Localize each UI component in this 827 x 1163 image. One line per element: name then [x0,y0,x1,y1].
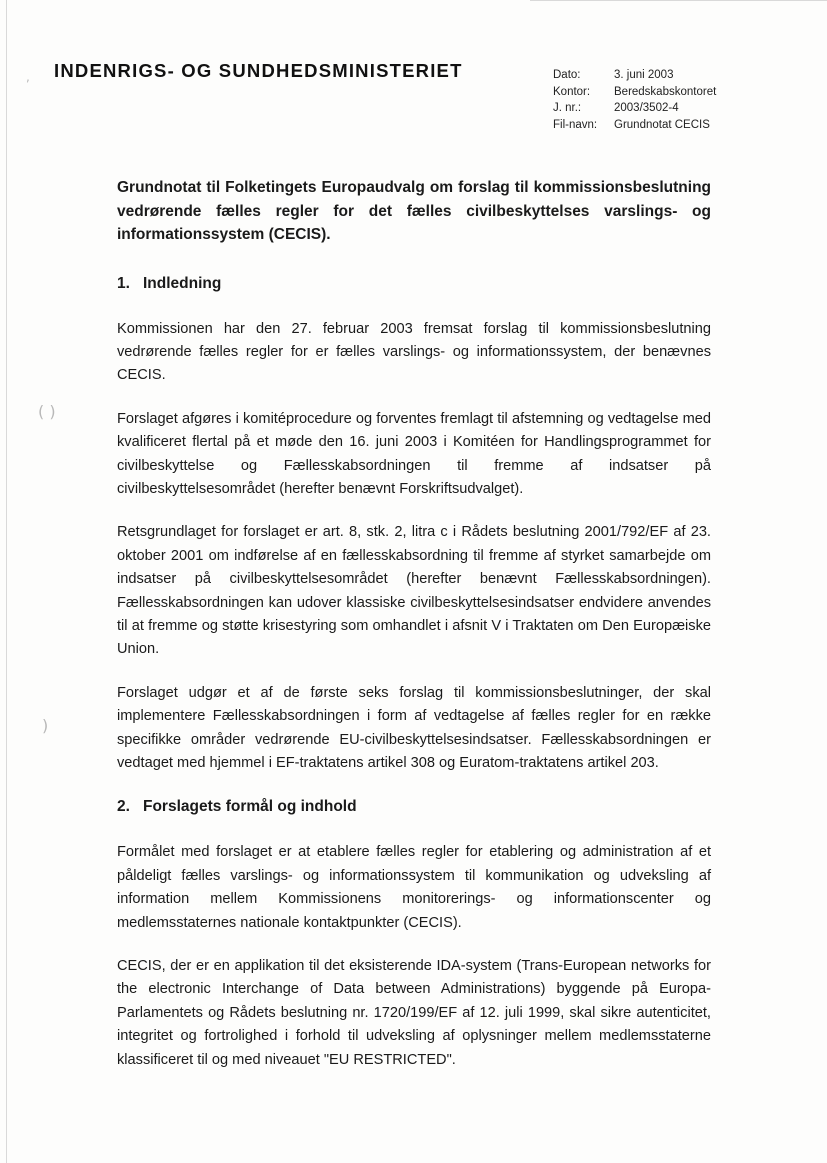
scan-edge-left [6,0,7,1163]
paragraph: Retsgrundlaget for forslaget er art. 8, stk. 2, litra c i Rådets beslutning 2001/792/EF af 23. oktober 2001 om indførelse af en fællesskabsordning til fremme af styrket samarbejde om indsatser på civilbeskyttelsesområdet (herefter benævnt Fællesskabsordningen). Fællesskabsordningen kan udover klassiske civilbeskyttelsesindsatser endvidere anvendes til at fremme og støtte krisestyring som omhandlet i afsnit V i Traktaten om Den Europæiske Union. [117,524,711,658]
meta-row-filename [553,117,716,134]
meta-label: Fil-navn: [553,118,598,131]
section-heading-2 [117,795,711,818]
paragraph: Forslaget afgøres i komitéprocedure og forventes fremlagt til afstemning og vedtagelse med kvalificeret flertal på et møde den 16. juni 2003 i Komitéen for Handlingsprogrammet for civilbeskyttelse og Fællesskabsordningen til fremme af indsatser på civilbeskyttelsesområdet (herefter benævnt Forskriftsudvalget). [117,410,711,497]
document-title: Grundnotat til Folketingets Europaudvalg om forslag til kommissionsbeslutning vedrørende fælles regler for det fælles civilbeskyttelses varslings- og informationssystem (CECIS). [117,179,711,243]
paragraph: Forslaget udgør et af de første seks forslag til kommissionsbeslutninger, der skal implementere Fællesskabsordningen i form af vedtagelse af fælles regler for en række specifikke områder vedrørende EU-civilbeskyttelsesindsatser. Fællesskabsordningen er vedtaget med hjemmel i EF-traktatens artikel 308 og Euratom-traktatens artikel 203. [117,684,711,771]
paragraph: CECIS, der er en applikation til det eksisterende IDA-system (Trans-European networks for the electronic Interchange of Data between Administrations) byggende på Europa-Parlamentets og Rådets beslutning nr. 1720/199/EF af 12. juli 1999, skal sikre autenticitet, integritet og fortrolighed i forhold til udveksling af oplysninger mellem medlemsstaterne klassificeret til og med niveauet "EU RESTRICTED". [117,958,711,1068]
section-number: 1. [117,274,130,292]
meta-value: Beredskabskontoret [614,85,717,98]
meta-value: 2003/3502-4 [614,102,679,114]
ministry-name: INDENRIGS- OG SUNDHEDSMINISTERIET [54,60,463,81]
meta-row-date [553,67,716,84]
meta-label: J. nr.: [553,102,582,114]
document-meta [553,67,716,133]
meta-label: Dato: [553,69,581,81]
meta-row-journal [553,100,716,117]
paragraph: Kommissionen har den 27. februar 2003 fremsat forslag til kommissionsbeslutning vedrørende fælles regler for er fælles varslings- og informationssystem, der benævnes CECIS. [117,320,711,384]
document-body [117,176,711,1092]
section-title: Forslagets formål og indhold [143,798,357,816]
paragraph: Formålet med forslaget er at etablere fælles regler for etablering og administration af et påldeligt fælles varslings- og informationssystem til kommunikation og udveksling af information mellem Kommissionens monitorerings- og informationscenter og medlemsstaternes nationale kontaktpunkter (CECIS). [117,844,711,931]
section-number: 2. [117,798,130,816]
meta-value: Grundnotat CECIS [614,118,710,131]
section-heading-1 [117,272,711,295]
punch-hole-mark-top: ( ) [38,402,56,421]
section-title: Indledning [143,274,222,292]
meta-label: Kontor: [553,85,591,98]
punch-hole-mark-bottom: ) [42,716,49,735]
meta-value: 3. juni 2003 [614,69,674,81]
meta-row-office [553,84,716,101]
scan-edge-top [530,0,827,1]
scan-dot-mark: , [26,70,30,84]
